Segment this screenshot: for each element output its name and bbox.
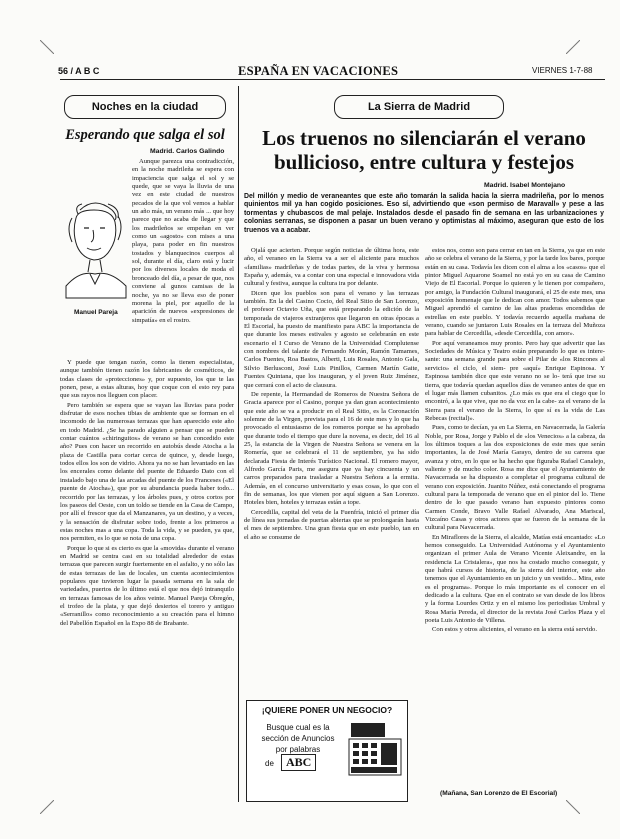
left-section-label: Noches en la ciudad xyxy=(64,95,226,119)
right-paragraph: En Miraflores de la Sierra, el alcalde, Matías está encantado: «Lo hemos conseguido. La Universidad Autónoma y el Ayuntamiento organizan el primer Aula de Verano Vicente Aleixandre, en la residencia La Cristalera», que nos ha costado mucho conseguir, y que habrá cursos de historia, de la sierra del interior, este año tenemos que el Ayuntamiento en un juicio y un vestido... Mira, este es el programa». Porque lo más importante es el conocer en el dedicado a la cultura. Que en el contrato se van desde de los libros y la forma Lourdes Ortiz y en el mismo los periodistas Umbral y Rosa María Pereda, el director de la revista José Carlos Plaza y el poeta Luis Antonio de Villena. xyxy=(425,533,605,625)
ad-line-3: por palabras xyxy=(275,745,321,754)
main-column-middle xyxy=(244,247,419,681)
middle-paragraph: Ojalá que acierten. Porque según noticias de última hora, este año, el veraneo en la Sierra va a ser el aliciente para muchos «familias» madrileñas y de todas partes, de la viva y hermosa España y, además, va a contar con una especial e innovadora vida cultural y festiva, aunque la cultura ira por delante. xyxy=(244,247,419,288)
left-article-body-top xyxy=(60,158,234,358)
ad-line-1: Busque cual es la xyxy=(266,723,330,732)
abc-logo: ABC xyxy=(281,754,316,771)
left-article-title: Esperando que salga el sol xyxy=(65,127,225,143)
right-paragraph: Pues, como te decían, ya en La Sierra, en Navacerrada, la Galería Noble, por Rosa, Jorge y Pablo el de «los Venecios» a la cabeza, da los últimos toques a las dos exposiciones de este mes que serán importantes, la de José María Garayo, dentro de su carrera que avanza y otro, en lo que se ha hecho que figuraba Rafael Canalejo, valiente y de mucho color. Rosa me dice que el Ayuntamiento de Navacerrada se ha dispuesto a completar el programa cultural de verano con exposición. Juanito Núñez, está conectando el programa cultural para la temporada de verano que en el pintor del lo. Tiene dentro de lo que pasado verano han expuesto pintores como Carmen Conde, Bravo Valle Rafael Alvarado, Ana Mariscal, Vizcaíno Casas y otros actores que se fueron de la semana de la cultural para Navacerrada. xyxy=(425,424,605,532)
right-paragraph: Con estos y otros alicientes, el verano en la sierra está servido. xyxy=(432,626,597,634)
header-rule xyxy=(60,79,605,80)
article-signoff: (Mañana, San Lorenzo de El Escorial) xyxy=(440,790,558,797)
corner-mark-top-left xyxy=(40,40,54,54)
corner-mark-top-right xyxy=(566,40,580,54)
left-paragraph: Aunque parezca una contradicción, en la noche madrileña se espera con impaciencia que salga el sol y se quede, que se vaya la lluvia de una vez en este ciudad de nuestros pecados de la que vol vemos a hablar un año más, un verano más ... que hoy parece que no acaba de llegar y que los madrileños se empeñan en ver como un «agosto» con mises a una playa, para poder en fin nuestros tostados y blanquecinos cuerpos al sol, durante el día, claro está y lucir por los diversos locales de moda el bronceado del día, a pesar de que, nos conviene al gunos camisas de la noche, ya no se lleva eso de poner morena la piel, por aquello de la aparición de nuevos «expresiones de simpatía» en el rostro. xyxy=(132,158,234,324)
left-article-body xyxy=(60,359,234,801)
page-number: 56 / A B C xyxy=(58,66,100,76)
column-divider xyxy=(238,86,239,802)
middle-paragraph: De repente, la Hermandad de Romeros de Nuestra Señora de Gracia aparece por el Casino, porque ya dan gran acontecimiento que este año se va a producir en el Real Sitio, es la Coronación solemne de la Virgen, prevista para el 16 de este mes y lo que ha provocado el entusiasmo de los romeros porque se ha aprobado que durante todo el tiempo que dure la novena, es decir, del 16 al 25, la estancia de la Virgen de Nuestra Señora se venera en la Romería, que se celebrará el 11 de septiembre, ya ha sido declarada Fiesta de Interés Turístico Nacional. El romero mayor, Alfredo García Paris, me asegura que ya hay cincuenta y un carros preparados para trasladar a Nuestra Señora a la ermita. Además, en el concurso universitario y esas cosas, lo que con el fin de semanas, los que vienen por aquí siguen a San Lorenzo. Hoteles bien, hoteles y terrazas están a tope. xyxy=(244,390,419,507)
main-byline: Madrid. Isabel Montejano xyxy=(484,182,566,189)
main-headline: Los truenos no silenciarán el verano bullicioso, entre cultura y festejos xyxy=(262,126,586,174)
ad-line-2: sección de Anuncios xyxy=(261,734,335,743)
ad-headline: ¡QUIERE PONER UN NEGOCIO? xyxy=(261,705,393,715)
middle-paragraph: Dicen que los pueblos son para el verano y las terrazas también. En la del Casino Cocio, del Real Sitio de San Lorenzo, el profesor Octavio Uña, que está preparando la edición de la temporada de viajeros extranjeros que llegaron en otras épocas a El Escorial, ha puesto de manifiesto para ABC la importancia de que durante los meses estivales y agosto se celebrarán en este escenario el I Curso de Verano de la Universidad Complutense con nombres del talante de Fernando Morán, Ramón Tamames, Carlos Fuentes, Roa Bastos, Alberti, Luis Rosales, Antonio Gala, Silvio Berlusconi, José Luis Pinillos, Carmen Martín Gaite, Fuentes Quintana, que los inauguran, y el joven Ruiz Jiménez, que cerrará con el acto de clausura. xyxy=(244,289,419,389)
ad-line-4: de xyxy=(265,759,274,768)
left-paragraph: Y puede que tengan razón, como la tienen especialistas, aunque también tienen razón los fabricantes de cosméticos, de todas clases de «protecciones» y, por supuesto, los que te las ponen, pese, a estas alturas, hoy que coque con el esto rey para que sus rayos nos lleguen con placer. xyxy=(60,359,234,400)
main-column-right xyxy=(425,247,605,787)
left-paragraph: Porque lo que si es cierto es que la «movida» durante el verano en Madrid se centra casi en su totalidad alrededor de estas terrazas que parecen surgir fuertemente en el asfalto, y no sólo las de estas terrazas de las de locales, un cuenta acontecimientos populares que tuvieron lugar la pasada semana en la sala de variedades, puertos de lo último está el que nos dejó intranquilo en terrazas famosas de los años veinte. Manuel Pareja Obregón, el trofeo de la plata, y que dejó desiertos el torero y antiguo «Serranillo» como reconocimiento a su creación para el himno del Pabellón Español en la Expo 88 de Brabante. xyxy=(60,544,234,627)
left-paragraph: Pero también se espera que se vayan las lluvias para poder disfrutar de esos noches tibias de ambiente que se forman en el incomodo de las numerosas terrazas que han aparecido este año en todo Madrid. ¿Se ha parado alguien a pensar que se pueden contar cuántos «chiringuitos» de verano se han concedido este año? Pues con hacer un recorrido en autobús desde Atocha a la plaza de Castilla para cortar cerca de quince, y, desde luego, todos ellos los son de vidrio. Ahora ya no se han levantado en las los encerales como delante del puente de Eduardo Dato con el instalado bajo una de las arcadas del puente de los Franceses («El puente de Atocha»), que por su abundancia pueda haber todo... recorrido por las terrazas, y los árboles pues, y otros cortos por los paseos del Oeste, con un toldo se tiende en la Casa de Campo, por allí el frescor que da el Manzanares, ya un destino, y a veces, y la sensación de disfrutar sobre todo, frente a los primeros a estas noches mas a una copa. Toda la vida, y se pueden, ya que, nos permiten, es lo que se nota de una copa. xyxy=(60,401,234,543)
right-paragraph: estos nos, como son para cerrar en tan en la Sierra, ya que en este año se celebra el verano de la Sierra, y por la tarde los bares, porque están en su casa. Todavía les dicen con el alma a los «casos» que el pintor Miguel Aquarone Soamel no está yo en su casa de Camino Viejo de El Escorial. Porque lo quieren y le tienen por compañero, por amigo, la Fundación Cultural inaugurará, el 25 de este mes, una exposición homenaje que le dedican con amor. Todos sabemos que Miguel aprendió el camino de las altas praderas encendidas de estrellas en este pueblo. Y todavía recuerdo aquella mañana de verano, cuando se juntaron Luis Rosales en la terraza del Muñoza para hablar de Cercedilla, «desde Cercedilla, con amor». xyxy=(425,247,605,338)
main-lead: Del millón y medio de veraneantes que este año tomarán la salida hacia la sierra madrileña, por lo menos quinientos mil ya han cogido posiciones. Eso sí, advirtiendo que «son permiso de Maravall» y pese a las tormentas y chubascos de mal pelaje. Instalados desde el pasado fin de semana en las urbanizaciones y colonias serranas, se disponen a pasar un buen verano y optimistas al máximo, aseguran que esto de los truenos va a acabar. xyxy=(244,193,604,234)
section-title: ESPAÑA EN VACACIONES xyxy=(238,64,399,78)
left-article-byline: Madrid. Carlos Galindo xyxy=(150,148,225,155)
corner-mark-bottom-right xyxy=(566,800,580,814)
cash-register-icon xyxy=(347,719,403,779)
issue-date: VIERNES 1-7-88 xyxy=(532,66,593,75)
classified-ad[interactable] xyxy=(246,700,408,802)
corner-mark-bottom-left xyxy=(40,800,54,814)
right-section-label: La Sierra de Madrid xyxy=(334,95,504,119)
middle-paragraph: Cercedilla, capital del veta de la Fuenfría, inició el primer día de línea sus jornadas de puertas abiertas que se prolongarán hasta el mes de septiembre. Una gran fiesta que en este pueblo, tan en el año se consume de xyxy=(244,508,419,541)
caricature-caption: Manuel Pareja xyxy=(74,309,118,316)
right-paragraph: Por aquí veraneamos muy pronto. Pero hay que advertir que las Sociedades de Música y Teatro están preparando lo que es intere- sante: una semana grande para sobre el Pilar de «los Rincones al servicio» el ciclo, el siem- pre «aquí» Enrique Espinosa. Y Espinosa también dice que este verano no se lo- terá que irse su tierra, que todavía quedan aquellos días de veraneo antes de que en el lugar más llamen cubanitos. ¿Lo más es que era el ciego que lo encontró, a la que vive, que no da voz en la cabe- za el verano de la Sierra para el verano de la Sierra, lo que sí es la vida de Las Rebecas (recital)». xyxy=(425,339,605,422)
